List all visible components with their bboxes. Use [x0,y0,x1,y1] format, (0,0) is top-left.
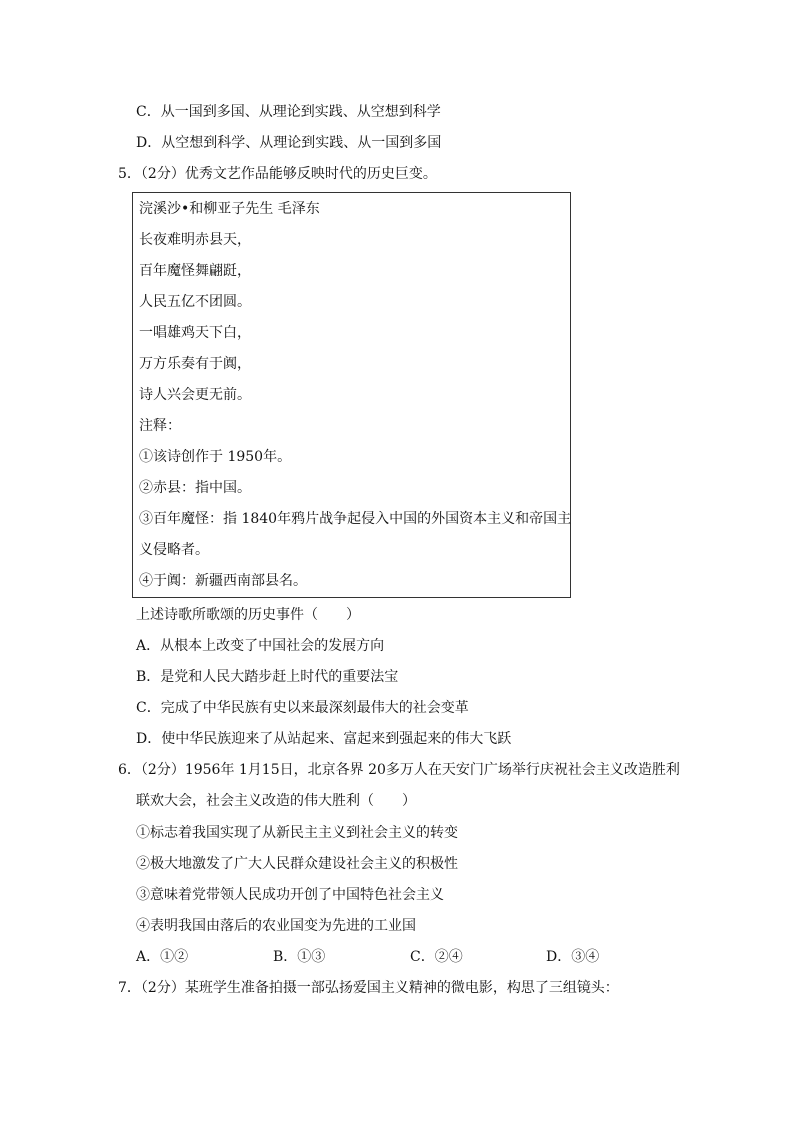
poem-line: 人民五亿不团圆。 [139,294,251,310]
poem-line: 长夜难明赤县天， [139,232,251,248]
poem-line: 一唱雄鸡天下白， [139,325,251,341]
poem-line: 百年魔怪舞翩跹， [139,263,251,279]
poem-note: ①该诗创作于 1950年。 [139,449,292,465]
q6-statement-2: ②极大地激发了广大人民群众建设社会主义的积极性 [136,856,458,872]
q6-statement-3: ③意味着党带领人民成功开创了中国特色社会主义 [136,887,444,903]
q6-choice-c: C．②④ [410,949,463,965]
q6-stem-line1: 6．（2分）1956年 1月15日，北京各界 20多万人在天安门广场举行庆祝社会主义改造胜利 [118,762,680,778]
q6-choice-a: A．①② [136,949,189,965]
poem-note: ②赤县：指中国。 [139,480,251,496]
poem-note: ④于阗：新疆西南部县名。 [139,573,307,589]
q6-choice-b: B．①③ [273,949,326,965]
q6-statement-1: ①标志着我国实现了从新民主主义到社会主义的转变 [136,825,458,841]
poem-line: 万方乐奏有于阗， [139,356,251,372]
q5-question: 上述诗歌所歌颂的历史事件（ ） [136,607,360,623]
q5-option-d: D．使中华民族迎来了从站起来、富起来到强起来的伟大飞跃 [136,731,512,747]
poem-box [132,192,571,598]
q7-stem: 7．（2分）某班学生准备拍摄一部弘扬爱国主义精神的微电影，构思了三组镜头： [118,980,619,996]
q5-option-c: C．完成了中华民族有史以来最深刻最伟大的社会变革 [136,700,469,716]
poem-line: 诗人兴会更无前。 [139,387,251,403]
q4-option-c: C．从一国到多国、从理论到实践、从空想到科学 [136,104,441,120]
q5-option-b: B．是党和人民大踏步赶上时代的重要法宝 [136,669,399,685]
q5-option-a: A．从根本上改变了中国社会的发展方向 [136,638,385,654]
poem-note-continued: 义侵略者。 [139,542,209,558]
q6-stem-line2: 联欢大会，社会主义改造的伟大胜利（ ） [136,793,416,809]
q5-stem: 5．（2分）优秀文艺作品能够反映时代的历史巨变。 [118,166,437,182]
q6-choice-d: D．③④ [546,949,600,965]
q6-statement-4: ④表明我国由落后的农业国变为先进的工业国 [136,918,416,934]
poem-notes-label: 注释： [139,418,181,434]
poem-title: 浣溪沙•和柳亚子先生 毛泽东 [139,201,320,217]
q4-option-d: D．从空想到科学、从理论到实践、从一国到多国 [136,135,442,151]
poem-note: ③百年魔怪：指 1840年鸦片战争起侵入中国的外国资本主义和帝国主 [139,511,572,527]
